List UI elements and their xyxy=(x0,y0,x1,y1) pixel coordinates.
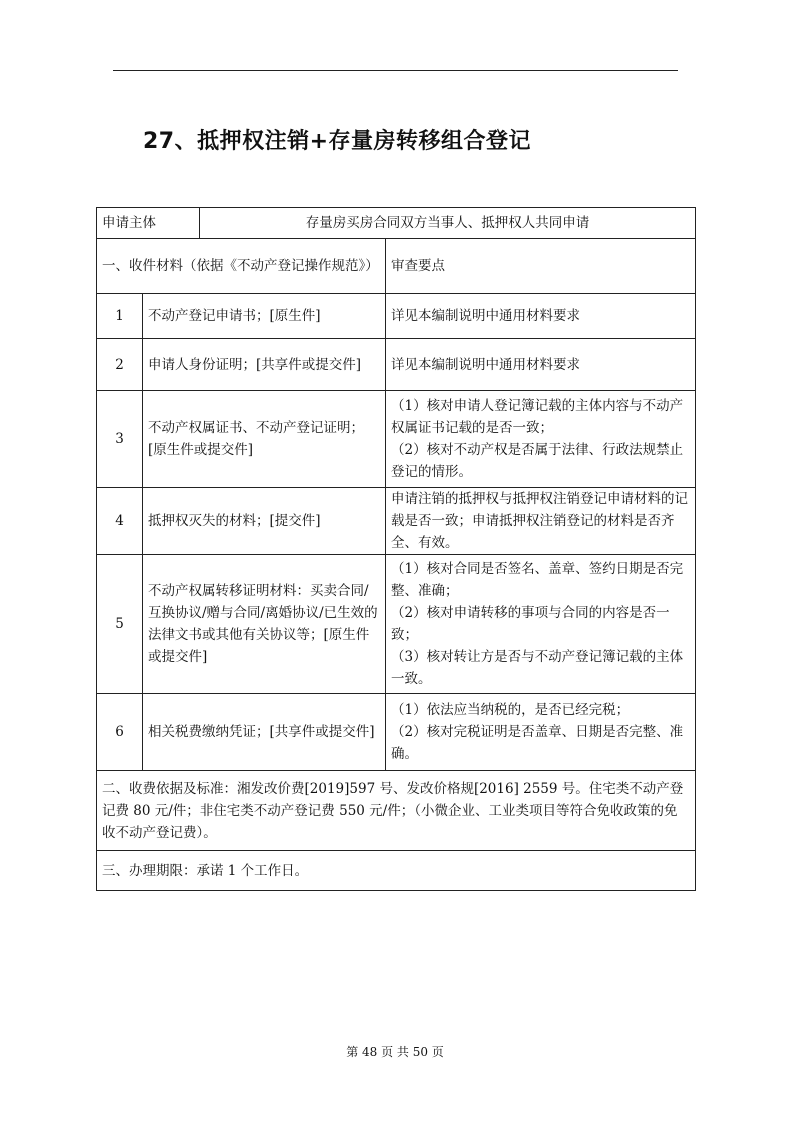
section-header-row xyxy=(97,239,696,294)
material-cell: 抵押权灭失的材料；[提交件] xyxy=(143,488,386,555)
row-number: 3 xyxy=(97,391,143,488)
applicant-row xyxy=(97,208,696,239)
deadline-text: 三、办理期限：承诺 1 个工作日。 xyxy=(97,851,696,891)
table-row xyxy=(97,488,696,555)
row-number: 2 xyxy=(97,339,143,391)
fees-text: 二、收费依据及标准：湘发改价费[2019]597 号、发改价格规[2016] 2559 号。住宅类不动产登记费 80 元/件；非住宅类不动产登记费 550 元/件；（小微企业、工业类项目等符合免收政策的免收不动产登记费）。 xyxy=(97,771,696,851)
review-point: （2）核对申请转移的事项与合同的内容是否一致； xyxy=(391,605,670,643)
material-cell: 申请人身份证明；[共享件或提交件] xyxy=(143,339,386,391)
material-cell: 不动产权属证书、不动产登记证明；[原生件或提交件] xyxy=(143,391,386,488)
applicant-label: 申请主体 xyxy=(97,208,200,239)
review-point: （1）核对申请人登记簿记载的主体内容与不动产权属证书记载的是否一致； xyxy=(391,398,684,436)
table-row xyxy=(97,294,696,339)
review-points xyxy=(386,694,696,771)
review-point: 申请注销的抵押权与抵押权注销登记申请材料的记载是否一致；申请抵押权注销登记的材料是否齐全、有效。 xyxy=(386,488,696,555)
review-point: 详见本编制说明中通用材料要求 xyxy=(386,339,696,391)
row-number: 4 xyxy=(97,488,143,555)
row-number: 1 xyxy=(97,294,143,339)
table-row xyxy=(97,694,696,771)
review-point: （2）核对完税证明是否盖章、日期是否完整、准确。 xyxy=(391,724,684,762)
review-points xyxy=(386,555,696,694)
header-rule xyxy=(113,70,678,71)
table-row xyxy=(97,391,696,488)
applicant-value: 存量房买房合同双方当事人、抵押权人共同申请 xyxy=(200,208,696,239)
review-points xyxy=(386,391,696,488)
review-point: 详见本编制说明中通用材料要求 xyxy=(386,294,696,339)
fees-row xyxy=(97,771,696,851)
review-point: （1）核对合同是否签名、盖章、签约日期是否完整、准确； xyxy=(391,561,684,599)
row-number: 6 xyxy=(97,694,143,771)
table-row xyxy=(97,555,696,694)
review-point: （3）核对转让方是否与不动产登记簿记载的主体一致。 xyxy=(391,649,684,687)
row-number: 5 xyxy=(97,555,143,694)
materials-header: 一、收件材料（依据《不动产登记操作规范》） xyxy=(97,239,386,294)
deadline-row xyxy=(97,851,696,891)
page-title: 27、抵押权注销+存量房转移组合登记 xyxy=(143,129,532,154)
material-cell: 不动产权属转移证明材料：买卖合同/互换协议/赠与合同/离婚协议/已生效的法律文书或其他有关协议等；[原生件或提交件] xyxy=(143,555,386,694)
material-cell: 相关税费缴纳凭证；[共享件或提交件] xyxy=(143,694,386,771)
page-number: 第 48 页 共 50 页 xyxy=(346,1045,444,1059)
review-point: （2）核对不动产权是否属于法律、行政法规禁止登记的情形。 xyxy=(391,442,684,480)
registration-table xyxy=(96,207,696,891)
material-cell: 不动产登记申请书；[原生件] xyxy=(143,294,386,339)
table-row xyxy=(97,339,696,391)
review-header: 审查要点 xyxy=(386,239,696,294)
review-point: （1）依法应当纳税的，是否已经完税； xyxy=(391,702,630,718)
